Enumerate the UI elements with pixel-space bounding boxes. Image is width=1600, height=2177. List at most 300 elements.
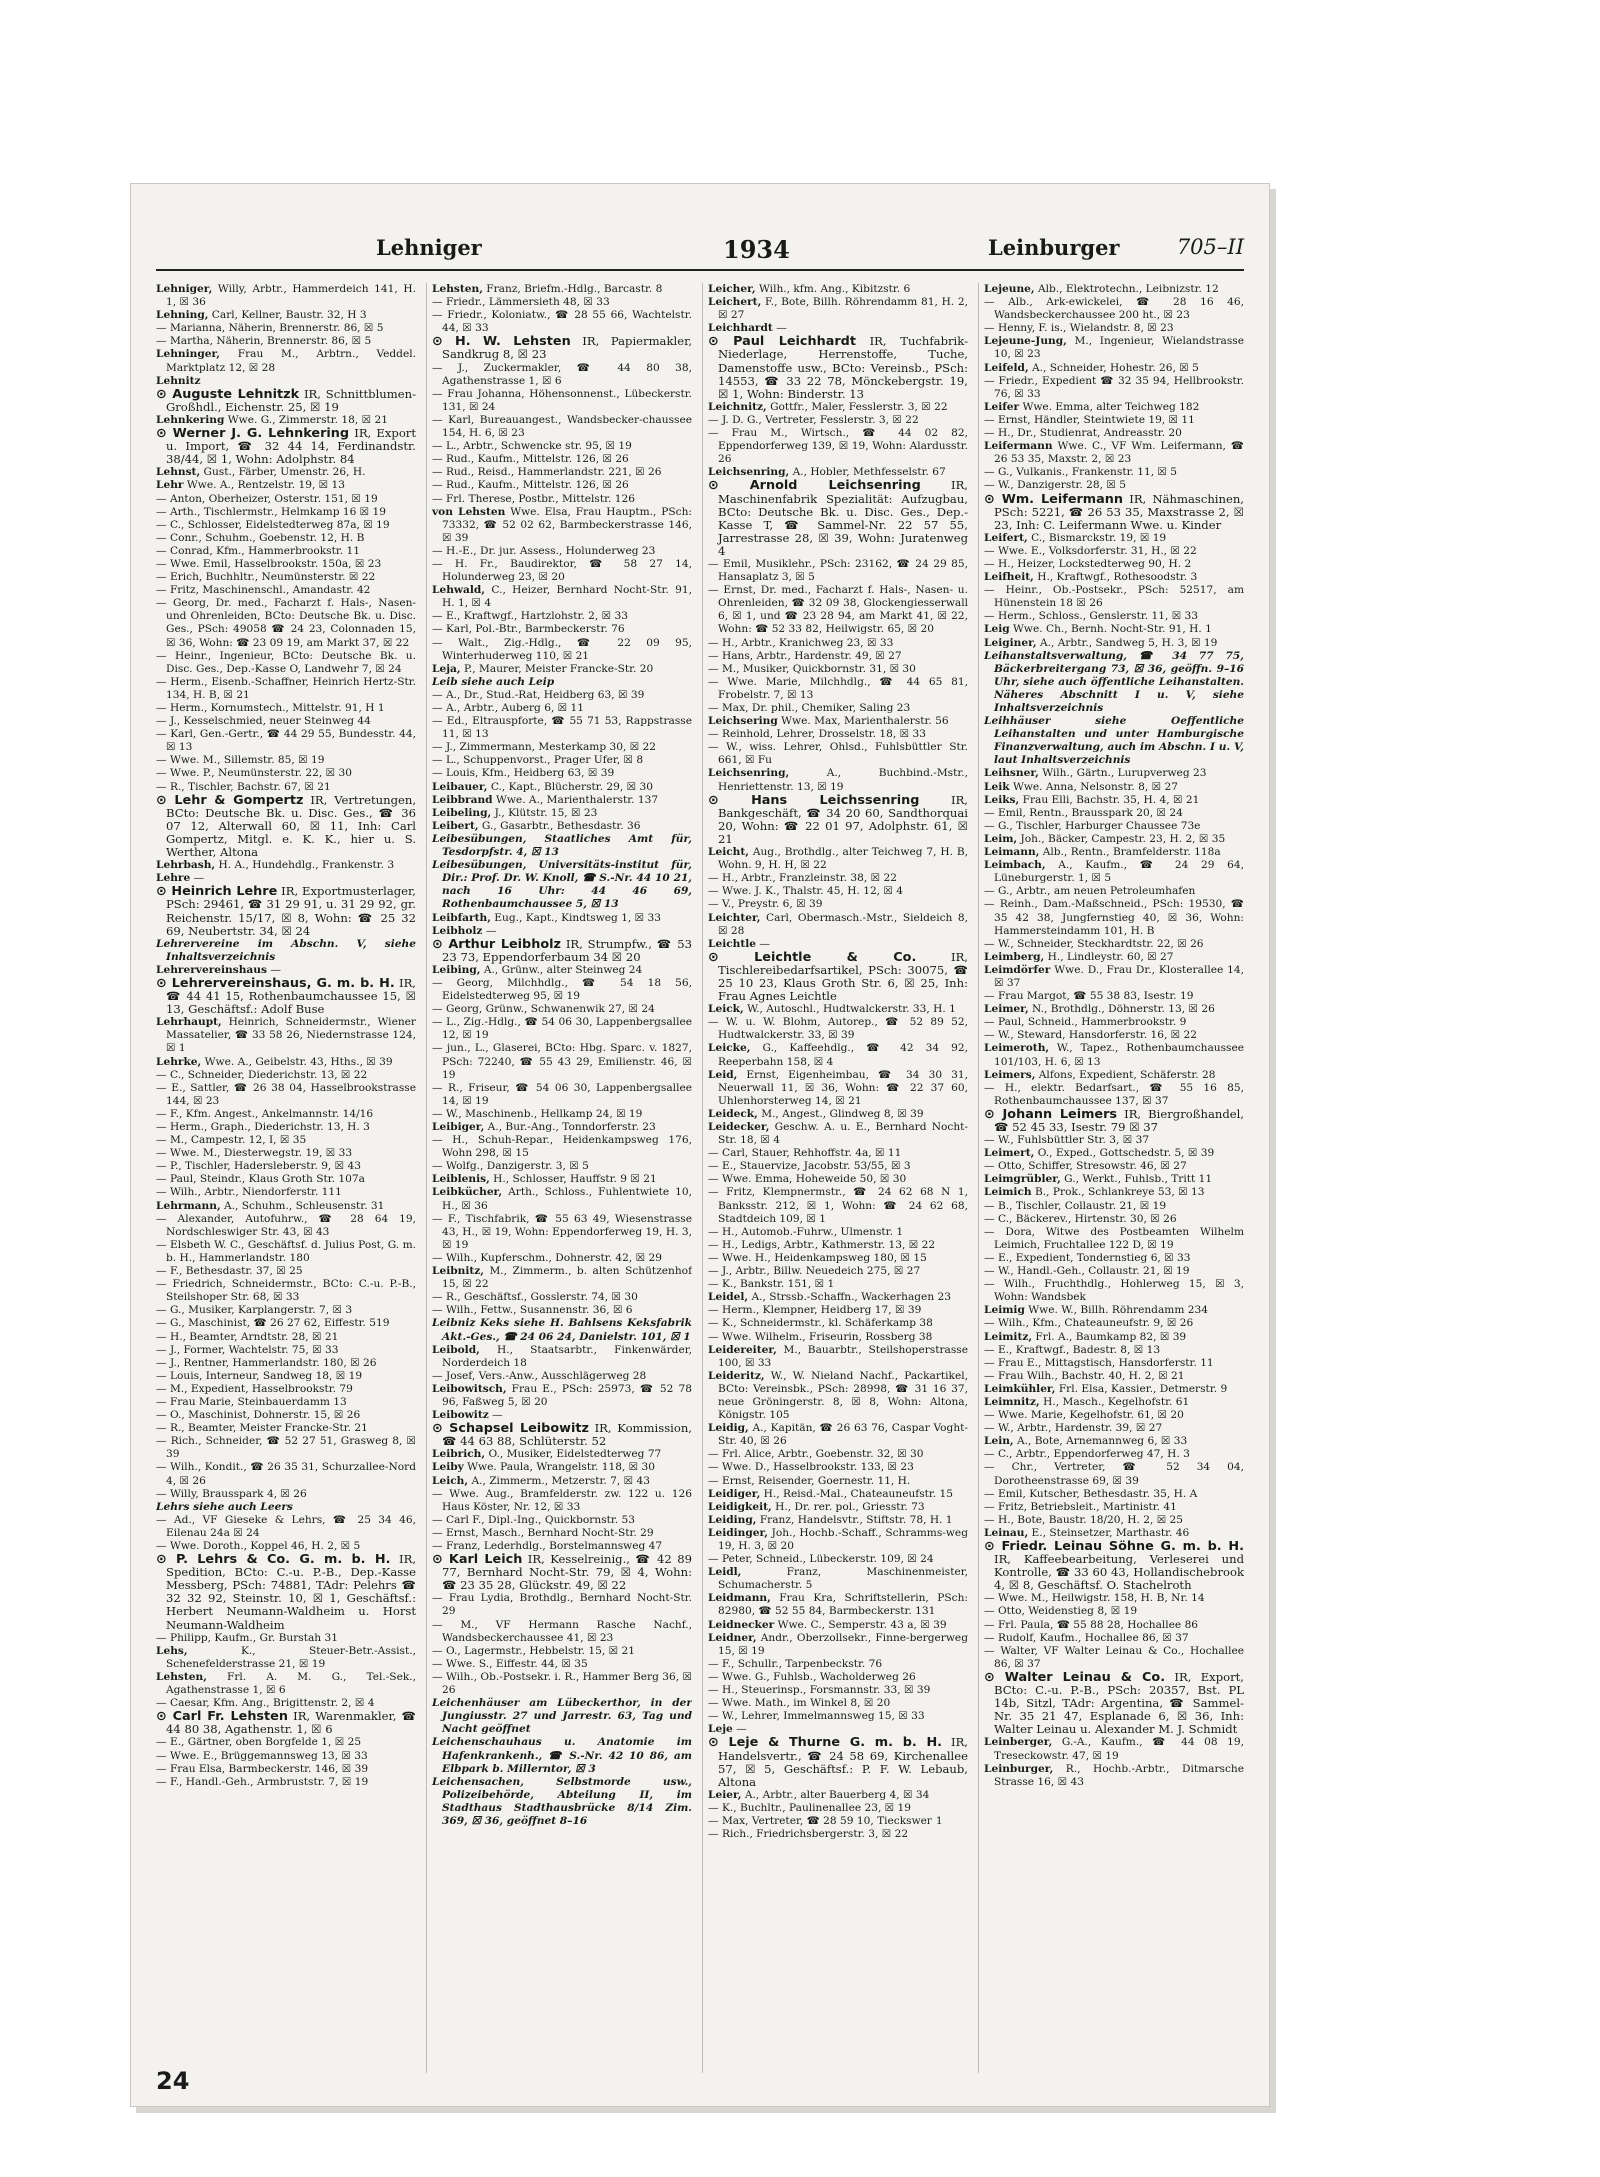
entry-text: — Otto, Weidenstieg 8, ☒ 19 — [984, 1605, 1138, 1618]
directory-entry — [984, 1252, 1244, 1265]
entry-text: Alb., Elektrotechn., Leibnizstr. 12 — [1037, 283, 1219, 295]
directory-entry — [432, 388, 692, 414]
directory-entry — [432, 964, 692, 977]
directory-entry — [984, 1147, 1244, 1160]
directory-entry — [156, 1186, 416, 1199]
entry-text: IR, Vertretungen, BCto: Deutsche Bk. u. Disc. Ges., ☎ 36 07 12, Alterwall 60, ☒ 11, Inh: Carl Gompertz, Mitgl. e. K. K., hier u. S. Werther, Altona — [166, 792, 416, 860]
entry-text: — E., Kraftwgf., Hartzlohstr. 2, ☒ 33 — [432, 610, 628, 623]
entry-text: — L., Zig.-Hdlg., ☎ 54 06 30, Lappenbergsallee 12, ☒ 19 — [432, 1016, 692, 1042]
directory-entry — [984, 1370, 1244, 1383]
entry-text: — Friedrich, Schneidermstr., BCto: C.-u. P.-B., Steilshoper Str. 68, ☒ 33 — [156, 1278, 416, 1304]
directory-entry — [984, 1514, 1244, 1527]
directory-entry — [432, 1736, 692, 1775]
directory-entry — [984, 1200, 1244, 1213]
entry-text: im Hafenkrankenh., ☎ S.-Nr. 42 10 86, am Elbpark b. Millerntor, ☒ 3 — [442, 1736, 692, 1775]
directory-entry — [432, 1461, 692, 1474]
directory-entry — [984, 532, 1244, 545]
entry-text: M., Angest., Glindweg 8, ☒ 39 — [761, 1107, 924, 1120]
column-1 — [156, 283, 416, 2073]
entry-text: Frau Kra, Schriftstellerin, PSch: 82980, ☎ 52 55 84, Barmbeckerstr. 131 — [718, 1592, 968, 1618]
directory-entry — [984, 1226, 1244, 1252]
entry-text: Tesdorpfstr. 4, ☒ 13 — [442, 846, 559, 859]
entry-text: — Karl, Bureauangest., Wandsbecker-chaussee 154, H. 6, ☒ 23 — [432, 413, 692, 440]
entry-name: Leibfarth, — [432, 911, 491, 924]
directory-entry — [432, 1619, 692, 1645]
entry-text: IR, Nähmaschinen, PSch: 5221, ☎ 26 53 35, Maxstrasse 2, ☒ 23, Inh: C. Leifermann Wwe. u. Kinder — [994, 491, 1244, 532]
directory-entry — [708, 1553, 968, 1566]
directory-entry — [432, 1514, 692, 1527]
directory-entry — [432, 781, 692, 794]
directory-entry — [432, 1370, 692, 1383]
directory-entry — [708, 1619, 968, 1632]
directory-entry — [156, 1710, 416, 1736]
entry-text: — R., Friseur, ☎ 54 06 30, Lappenbergsallee 14, ☒ 19 — [432, 1081, 692, 1107]
directory-entry — [708, 912, 968, 938]
entry-name: Leibert, — [432, 819, 479, 832]
directory-entry — [984, 1265, 1244, 1278]
directory-entry — [432, 493, 692, 506]
entry-name: Lehnitz — [156, 374, 201, 387]
entry-text: — Otto, Schiffer, Stresowstr. 46, ☒ 27 — [984, 1160, 1187, 1173]
directory-entry — [432, 702, 692, 715]
directory-entry — [984, 623, 1244, 636]
entry-text: — Wolfg., Danzigerstr. 3, ☒ 5 — [432, 1160, 589, 1173]
entry-name: Lehnkering — [156, 413, 225, 426]
entry-name: Leihanstaltsverwaltung, — [984, 649, 1127, 662]
entry-name: ⊙ Leje & Thurne G. m. b. H. — [708, 1735, 943, 1751]
entry-text: — J., Kesselschmied, neuer Steinweg 44 — [156, 715, 371, 728]
entry-text: Andr., Oberzollsekr., Finne-bergerweg 15, ☒ 19 — [718, 1631, 968, 1657]
entry-name: Leichsenring, — [708, 466, 790, 479]
entry-text: — Conr., Schuhm., Goebenstr. 12, H. B — [156, 531, 365, 544]
entry-name: Leiblenis, — [432, 1173, 490, 1186]
entry-text: M., Ingenieur, Wielandstrasse 10, ☒ 23 — [994, 335, 1244, 361]
entry-text: — Carl, Stauer, Rehhoffstr. 4a, ☒ 11 — [708, 1147, 902, 1160]
entry-text: IR, Handelsvertr., ☎ 24 58 69, Kirchenallee 57, ☒ 5, Geschäftsf.: P. F. W. Lebaub, Altona — [718, 1735, 968, 1789]
entry-text: — K., Schneidermstr., kl. Schäferkamp 38 — [708, 1317, 933, 1330]
entry-text: — M., Musiker, Quickbornstr. 31, ☒ 30 — [708, 662, 916, 675]
entry-text: A., Arbtr., alter Bauerberg 4, ☒ 34 — [744, 1788, 930, 1801]
entry-text: — Ernst, Händler, Steintwiete 19, ☒ 11 — [984, 413, 1195, 426]
directory-entry — [708, 1789, 968, 1802]
entry-name: Leinau, — [984, 1526, 1029, 1539]
entry-name: ⊙ H. W. Lehsten — [432, 334, 571, 350]
directory-entry — [432, 767, 692, 780]
entry-text: — Wwe. Aug., Bramfelderstr. zw. 122 u. 126 Haus Köster, Nr. 12, ☒ 33 — [432, 1487, 692, 1513]
directory-entry — [432, 414, 692, 440]
directory-entry — [432, 912, 692, 925]
entry-text: A., Hobler, Methfesselstr. 67 — [792, 466, 946, 479]
directory-entry — [432, 1108, 692, 1121]
directory-entry — [984, 440, 1244, 466]
entry-text: — Hans, Arbtr., Hardenstr. 49, ☒ 27 — [708, 649, 902, 662]
entry-text: — H., Arbtr., Franzleinstr. 38, ☒ 22 — [708, 872, 897, 885]
entry-text: — Fritz, Maschinenschl., Amandastr. 42 — [156, 584, 371, 597]
directory-entry — [156, 1160, 416, 1173]
directory-entry — [708, 1475, 968, 1488]
entry-text: G., Werkt., Fuhlsb., Tritt 11 — [1064, 1173, 1213, 1186]
directory-entry — [984, 885, 1244, 898]
entry-name: Lehrervereinshaus — [156, 963, 267, 976]
entry-text: J., Klütstr. 15, ☒ 23 — [494, 806, 598, 819]
entry-text: H., Reisd.-Mal., Chateauneufstr. 15 — [763, 1487, 954, 1500]
entry-text: A., Buchbind.-Mstr., Henriettenstr. 13, ☒ 19 — [718, 767, 968, 793]
entry-text: — Emil, Kutscher, Bethesdastr. 35, H. A — [984, 1487, 1198, 1500]
directory-entry — [984, 1029, 1244, 1042]
directory-entry — [156, 754, 416, 767]
entry-text: W., Autoschl., Hudtwalckerstr. 33, H. 1 — [747, 1003, 956, 1016]
directory-entry — [984, 1422, 1244, 1435]
entry-text: — W., Lehrer, Immelmannsweg 15, ☒ 33 — [708, 1710, 925, 1723]
entry-text: — H., Schuh-Repar., Heidenkampsweg 176, Wohn 298, ☒ 15 — [432, 1134, 692, 1160]
directory-entry — [156, 1776, 416, 1789]
entry-name: Leideritz, — [708, 1369, 765, 1382]
directory-entry — [432, 506, 692, 545]
directory-entry — [432, 1383, 692, 1409]
directory-entry — [708, 427, 968, 466]
entry-name: Leimig — [984, 1304, 1025, 1317]
entry-text: — Emil, Rentn., Brausspark 20, ☒ 24 — [984, 806, 1183, 819]
directory-entry — [432, 296, 692, 309]
entry-text: Wilh., kfm. Ang., Kibitzstr. 6 — [758, 283, 911, 295]
directory-entry — [984, 637, 1244, 650]
directory-entry — [984, 401, 1244, 414]
entry-text: — J. D. G., Vertreter, Fesslerstr. 3, ☒ 22 — [708, 413, 919, 426]
entry-text: — Louis, Interneur, Sandweg 18, ☒ 19 — [156, 1369, 363, 1382]
entry-text: — F., Tischfabrik, ☎ 55 63 49, Wiesenstrasse 43, H., ☒ 19, Wohn: Eppendorferweg 19, H. 3, ☒ 19 — [432, 1212, 692, 1251]
entry-name: Leicher, — [708, 283, 756, 295]
entry-text: Wwe. Anna, Nelsonstr. 8, ☒ 27 — [1012, 780, 1178, 793]
directory-entry — [984, 427, 1244, 440]
entry-name: Lehrhaupt, — [156, 1016, 222, 1029]
directory-entry — [984, 1357, 1244, 1370]
directory-entry — [432, 754, 692, 767]
entry-name: Lehrervereine — [156, 937, 240, 950]
directory-entry — [708, 1331, 968, 1344]
entry-text: H., Staatsarbtr., Finkenwärder, Norderdeich 18 — [442, 1343, 692, 1369]
entry-name: Leimann, — [984, 846, 1040, 859]
entry-text: — Herm., Klempner, Heidberg 17, ☒ 39 — [708, 1304, 922, 1317]
entry-text: — Caesar, Kfm. Ang., Brigittenstr. 2, ☒ 4 — [156, 1697, 375, 1710]
entry-text: IR, Schnittblumen-Großhdl., Eichenstr. 25, ☒ 19 — [166, 386, 416, 414]
entry-text: G., Gasarbtr., Bethesdastr. 36 — [481, 819, 641, 832]
entry-text: Wwe. G., Zimmerstr. 18, ☒ 21 — [227, 413, 388, 426]
directory-entry — [708, 1671, 968, 1684]
entry-name: Leidig, — [708, 1422, 749, 1435]
entry-name: Leibnitz, — [432, 1265, 484, 1278]
entry-text: E., Steinsetzer, Marthastr. 46 — [1031, 1526, 1190, 1539]
entry-text: — Ernst, Dr. med., Facharzt f. Hals-, Nasen- u. Ohrenleiden, ☎ 32 09 38, Glockengiesserwall 6, ☒ 1, und ☎ 23 28 94, am Markt 41, ☒ 22, Wohn: ☎ 52 33 82, Heilwigstr. 65, ☒ 20 — [708, 584, 968, 636]
entry-text: — Wwe. G., Fuhlsb., Wacholderweg 26 — [708, 1670, 916, 1683]
directory-entry — [432, 1003, 692, 1016]
entry-text: — Max, Dr. phil., Chemiker, Saling 23 — [708, 702, 911, 714]
entry-text: — K., Buchltr., Paulinenallee 23, ☒ 19 — [708, 1801, 912, 1814]
directory-entry — [708, 296, 968, 322]
directory-entry — [708, 1448, 968, 1461]
directory-entry — [156, 977, 416, 1016]
directory-entry — [432, 610, 692, 623]
entry-text: F., Bote, Billh. Röhrendamm 81, H. 2, ☒ 27 — [718, 296, 968, 322]
entry-text: — Dora, Witwe des Postbeamten Wilhelm Leimich, Fruchtallee 122 D, ☒ 19 — [984, 1225, 1244, 1251]
directory-entry — [432, 676, 692, 689]
directory-entry — [432, 859, 692, 911]
entry-text: — Wwe. Wilhelm., Friseurin, Rossberg 38 — [708, 1330, 933, 1343]
directory-columns — [156, 283, 1244, 2073]
entry-name: Leibesübungen, Universitäts-institut für, — [432, 859, 692, 872]
directory-entry — [156, 1501, 416, 1514]
entry-text: — Georg, Dr. med., Facharzt f. Hals-, Nasen- und Ohrenleiden, BCto: Deutsche Bk. u. Disc. Ges., PSch: 49058 ☎ 24 23, Colonnaden 15, ☒ 36, Wohn: ☎ 23 09 19, am Markt 37, ☒ 22 — [156, 597, 416, 649]
entry-text: — Friedr., Koloniatw., ☎ 28 55 66, Wachtelstr. 44, ☒ 33 — [432, 309, 692, 335]
entry-text: H., Lindleystr. 60, ☒ 27 — [1047, 950, 1174, 963]
entry-text: — C., Bäckerev., Hirtenstr. 30, ☒ 26 — [984, 1212, 1177, 1225]
directory-entry — [984, 1160, 1244, 1173]
directory-entry — [432, 1134, 692, 1160]
directory-entry — [156, 348, 416, 374]
directory-entry — [708, 414, 968, 427]
entry-text: — Ad., VF Gieseke & Lehrs, ☎ 25 34 46, Eilenau 24a ☒ 24 — [156, 1513, 416, 1539]
directory-entry — [432, 1252, 692, 1265]
entry-text: — Arth., Tischlermstr., Helmkamp 16 ☒ 19 — [156, 505, 387, 518]
directory-entry — [156, 519, 416, 532]
directory-entry — [432, 820, 692, 833]
entry-text: Joh., Hochb.-Schaff., Schramms-weg 19, H. 3, ☒ 20 — [718, 1526, 968, 1552]
entry-text: — Wilh., Fruchthdlg., Hohlerweg 15, ☒ 3, Wohn: Wandsbek — [984, 1278, 1244, 1304]
header-last-name: Leinburger — [988, 235, 1120, 260]
directory-entry — [708, 1069, 968, 1108]
entry-text: Alfons, Expedient, Schäferstr. 28 — [1038, 1068, 1216, 1081]
entry-text: IR, Maschinenfabrik Spezialität: Aufzugbau, BCto: Deutsche Bk. u. Disc. Ges., Dep.-Kasse T, ☎ Sammel-Nr. 22 57 55, Jarrestrasse 28, ☒ 39, Wohn: Juratenweg 4 — [718, 478, 968, 558]
entry-text: — V., Preystr. 6, ☒ 39 — [708, 898, 823, 911]
directory-entry — [156, 1173, 416, 1186]
entry-text: Franz, Maschinenmeister, Schumacherstr. 5 — [718, 1566, 968, 1592]
entry-text: — Walt., Zig.-Hdlg., ☎ 22 09 95, Winterhuderweg 110, ☒ 21 — [432, 636, 692, 662]
entry-name: Leib — [432, 675, 458, 688]
entry-name: Leidner, — [708, 1631, 757, 1644]
directory-entry — [708, 1252, 968, 1265]
entry-name: Leibholz — [432, 924, 483, 937]
directory-entry — [156, 597, 416, 649]
entry-text: IR, ☎ 44 41 15, Rothenbaumchaussee 15, ☒ 13, Geschäftsf.: Adolf Buse — [166, 975, 416, 1017]
entry-text: — M., VF Hermann Rasche Nachf., Wandsbeckerchaussee 41, ☒ 23 — [432, 1618, 692, 1644]
entry-text: — W. u. W. Blohm, Autorep., ☎ 52 89 52, Hudtwalckerstr. 33, ☒ 39 — [708, 1016, 968, 1042]
directory-entry — [984, 466, 1244, 479]
entry-name: ⊙ Friedr. Leinau Söhne G. m. b. H. — [984, 1539, 1244, 1554]
entry-text: IR, Warenmakler, ☎ 44 80 38, Agathenstr. 1, ☒ 6 — [166, 1709, 416, 1737]
directory-entry — [156, 1317, 416, 1330]
entry-text: H., Dr. rer. pol., Griesstr. 73 — [775, 1500, 925, 1513]
entry-text: Wwe. A., Geibelstr. 43, Hths., ☒ 39 — [204, 1055, 393, 1068]
directory-entry — [984, 322, 1244, 335]
entry-text: — Rud., Kaufm., Mittelstr. 126, ☒ 26 — [432, 453, 629, 466]
entry-text: IR, Strumpfw., ☎ 53 23 73, Eppendorferbaum 34 ☒ 20 — [442, 936, 692, 964]
entry-text: Heinrich, Schneidermstr., Wiener Massatelier, ☎ 33 58 26, Niedernstrasse 124, ☒ 1 — [166, 1016, 416, 1055]
directory-entry — [708, 1226, 968, 1239]
entry-text: — jun., L., Glaserei, BCto: Hbg. Sparc. v. 1827, PSch: 72240, ☎ 55 43 29, Emilienstr. 46, ☒ 19 — [432, 1042, 692, 1081]
directory-entry — [708, 1147, 968, 1160]
directory-entry — [156, 571, 416, 584]
directory-entry — [156, 1422, 416, 1435]
entry-text: Frau Elli, Bachstr. 35, H. 4, ☒ 21 — [1022, 793, 1200, 806]
entry-name: Leinberger, — [984, 1736, 1053, 1749]
entry-text: — Henny, F. is., Wielandstr. 8, ☒ 23 — [984, 322, 1174, 335]
directory-entry — [156, 1304, 416, 1317]
entry-text: — Karl, Gen.-Gertr., ☎ 44 29 55, Bundesstr. 44, ☒ 13 — [156, 728, 416, 754]
directory-entry — [156, 1016, 416, 1055]
entry-text: Wwe. C., Semperstr. 43 a, ☒ 39 — [777, 1618, 947, 1631]
directory-entry — [708, 1121, 968, 1147]
entry-name: Leiding, — [708, 1513, 757, 1526]
directory-entry — [432, 715, 692, 741]
entry-name: Leibauer, — [432, 780, 488, 793]
entry-text: ☎ 34 77 75, Bäckerbreitergang 73, ☒ 36, geöffn. 9–16 Uhr, siehe auch öffentliche Leihanstalten. Näheres Abschnitt I u. V, siehe Inhaltsverzeichnis — [994, 649, 1244, 714]
entry-text: — Rud., Reisd., Hammerlandstr. 221, ☒ 26 — [432, 466, 662, 479]
directory-entry — [984, 584, 1244, 610]
directory-entry — [432, 977, 692, 1003]
entry-text: — Wwe. Emma, Hoheweide 50, ☒ 30 — [708, 1173, 907, 1186]
entry-name: Leik — [984, 780, 1010, 793]
entry-text: — Alexander, Autofuhrw., ☎ 28 64 19, Nordschleswiger Str. 43, ☒ 43 — [156, 1212, 416, 1238]
directory-entry — [156, 283, 416, 309]
entry-text: — Chr., Vertreter, ☎ 52 34 04, Dorotheenstrasse 69, ☒ 39 — [984, 1461, 1244, 1487]
directory-entry — [156, 584, 416, 597]
directory-entry — [984, 1003, 1244, 1016]
directory-entry — [984, 545, 1244, 558]
entry-text: Carl, Kellner, Baustr. 32, H 3 — [211, 309, 367, 322]
entry-text: — Frau Johanna, Höhensonnenst., Lübeckerstr. 131, ☒ 24 — [432, 387, 692, 413]
directory-entry — [708, 283, 968, 296]
entry-text: Wwe. A., Rentzelstr. 19, ☒ 13 — [186, 479, 346, 492]
entry-text: — Wwe. E., Brüggemannsweg 13, ☒ 33 — [156, 1749, 368, 1762]
directory-entry — [156, 309, 416, 322]
directory-entry — [984, 1645, 1244, 1671]
entry-text: Wwe. Max, Marienthalerstr. 56 — [781, 715, 949, 728]
directory-entry — [432, 1697, 692, 1736]
directory-entry — [432, 663, 692, 676]
entry-text: A., Strssb.-Schaffn., Wackerhagen 23 — [751, 1291, 951, 1304]
directory-entry — [432, 1527, 692, 1540]
entry-name: Leibowitsch, — [432, 1382, 507, 1395]
directory-entry — [708, 1317, 968, 1330]
entry-text: — R., Tischler, Bachstr. 67, ☒ 21 — [156, 780, 331, 793]
entry-name: Leideck, — [708, 1107, 758, 1120]
directory-entry — [984, 1186, 1244, 1199]
directory-entry — [156, 1239, 416, 1265]
directory-entry — [984, 414, 1244, 427]
entry-name: Leiks, — [984, 793, 1020, 806]
directory-entry — [984, 1082, 1244, 1108]
entry-name: Leichenschauhaus u. Anatomie — [432, 1736, 655, 1749]
entry-text: — Frl. Paula, ☎ 55 88 28, Hochallee 86 — [984, 1618, 1199, 1631]
directory-entry — [984, 1605, 1244, 1618]
directory-entry — [708, 1003, 968, 1016]
directory-entry — [432, 637, 692, 663]
entry-text: G.-A., Kaufm., ☎ 44 08 19, Treseckowstr. 47, ☒ 19 — [994, 1736, 1244, 1762]
directory-entry — [432, 1776, 692, 1828]
directory-entry — [156, 1488, 416, 1501]
directory-entry — [984, 807, 1244, 820]
entry-name: Leibbrand — [432, 793, 493, 806]
directory-entry — [156, 715, 416, 728]
entry-text: — O., Maschinist, Dohnerstr. 15, ☒ 26 — [156, 1409, 361, 1422]
entry-text: — — [270, 963, 281, 976]
entry-name: Leibniz Keks — [432, 1317, 510, 1330]
directory-entry — [156, 1344, 416, 1357]
entry-text: — Elsbeth W. C., Geschäftsf. d. Julius Post, G. m. b. H., Hammerlandstr. 180 — [156, 1238, 416, 1264]
entry-text: Wwe. Emma, alter Teichweg 182 — [1022, 400, 1200, 413]
entry-name: Leidereiter, — [708, 1343, 777, 1356]
entry-text: M., Bauarbtr., Steilshoperstrasse 100, ☒ 33 — [718, 1343, 968, 1369]
directory-entry — [432, 1553, 692, 1592]
directory-entry — [156, 1645, 416, 1671]
entry-text: — Wwe. M., Diesterwegstr. 19, ☒ 33 — [156, 1147, 353, 1160]
entry-text: — Rich., Schneider, ☎ 52 27 51, Grasweg 8, ☒ 39 — [156, 1435, 416, 1461]
entry-name: Leidl, — [708, 1566, 742, 1579]
directory-entry — [156, 1435, 416, 1461]
entry-name: Lehniger, — [156, 283, 213, 295]
entry-text: — G., Tischler, Harburger Chaussee 73e — [984, 819, 1201, 832]
entry-name: Leier, — [708, 1788, 742, 1801]
entry-text: — E., Kraftwgf., Badestr. 8, ☒ 13 — [984, 1343, 1161, 1356]
entry-name: ⊙ Arnold Leichsenring — [708, 478, 921, 494]
entry-text: — Paul, Steindr., Klaus Groth Str. 107a — [156, 1173, 365, 1186]
entry-name: Lein, — [984, 1435, 1014, 1448]
directory-entry — [432, 479, 692, 492]
entry-text: — W., Danzigerstr. 28, ☒ 5 — [984, 479, 1126, 492]
entry-text: A., Kaufm., ☎ 24 29 64, Lüneburgerstr. 1, ☒ 5 — [994, 859, 1244, 885]
entry-text: — F., Handl.-Geh., Armbruststr. 7, ☒ 19 — [156, 1775, 369, 1788]
directory-entry — [708, 794, 968, 846]
entry-text: — M., Expedient, Hasselbrookstr. 79 — [156, 1382, 353, 1395]
entry-text: — O., Lagermstr., Hebbelstr. 15, ☒ 21 — [432, 1644, 635, 1657]
entry-text: Gottfr., Maler, Fesslerstr. 3, ☒ 22 — [770, 400, 948, 413]
directory-entry — [708, 1160, 968, 1173]
directory-entry — [708, 1291, 968, 1304]
entry-name: ⊙ Heinrich Lehre — [156, 884, 278, 900]
entry-text: Frl. Elsa, Kassier., Detmerstr. 9 — [1058, 1382, 1228, 1395]
entry-name: Leifheit, — [984, 571, 1034, 584]
entry-text: — Reinh., Dam.-Maßschneid., PSch: 19530, ☎ 35 42 38, Jungfernstieg 40, ☒ 36, Wohn: Hammersteindamm 101, H. B — [984, 898, 1244, 937]
directory-entry — [708, 1422, 968, 1448]
entry-name: Leibesübungen, Staatliches Amt für, — [432, 832, 692, 845]
entry-text: — J., Zimmermann, Mesterkamp 30, ☒ 22 — [432, 741, 657, 754]
entry-text: — K., Bankstr. 151, ☒ 1 — [708, 1278, 835, 1291]
directory-entry — [432, 335, 692, 361]
directory-entry — [708, 663, 968, 676]
directory-entry — [156, 1736, 416, 1749]
entry-text: Wilh., Gärtn., Lurupverweg 23 — [1042, 767, 1207, 780]
entry-name: Lehrs — [156, 1500, 190, 1513]
directory-entry — [432, 1344, 692, 1370]
entry-text: — W., Fuhlsbüttler Str. 3, ☒ 37 — [984, 1134, 1150, 1147]
directory-entry — [432, 466, 692, 479]
directory-entry — [156, 493, 416, 506]
directory-entry — [156, 1108, 416, 1121]
entry-text: — Wilh., Kondit., ☎ 26 35 31, Schurzallee-Nord 4, ☒ 26 — [156, 1461, 416, 1487]
directory-entry — [708, 1488, 968, 1501]
directory-entry — [708, 1108, 968, 1121]
entry-name: Leibowitz — [432, 1409, 489, 1422]
entry-text: — Georg, Milchhdlg., ☎ 54 18 56, Eidelstedterweg 95, ☒ 19 — [432, 976, 692, 1003]
entry-text: — Ernst, Reisender, Goernestr. 11, H. — [708, 1474, 911, 1487]
entry-text: — Wwe. D., Hasselbrookstr. 133, ☒ 23 — [708, 1461, 914, 1474]
directory-entry — [984, 571, 1244, 584]
directory-entry — [984, 1317, 1244, 1330]
entry-text: — Wilh., Fettw., Susannenstr. 36, ☒ 6 — [432, 1304, 633, 1317]
entry-text: — Herm., Graph., Diederichstr. 13, H. 3 — [156, 1121, 370, 1133]
entry-text: IR, Exportmusterlager, PSch: 29461, ☎ 31 29 91, u. 31 29 92, gr. Reichenstr. 15/17, ☒ 8, Wohn: ☎ 25 32 69, Neubertstr. 34, ☒ 24 — [166, 884, 416, 938]
directory-entry — [984, 833, 1244, 846]
entry-text: — J., Arbtr., Billw. Neuedeich 275, ☒ 27 — [708, 1265, 921, 1278]
